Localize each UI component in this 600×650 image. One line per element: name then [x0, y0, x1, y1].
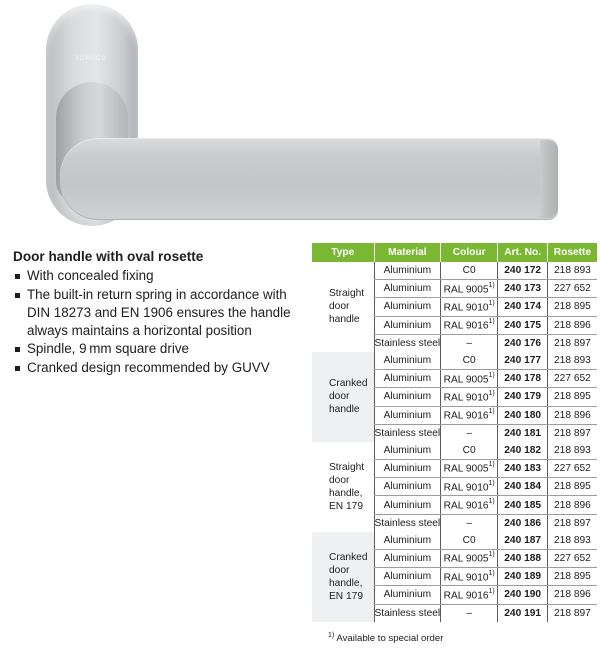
cell-rosette-text: 218 893 — [554, 534, 591, 546]
cell-art-no-text: 240 185 — [504, 499, 542, 511]
cell-art-no — [498, 334, 548, 352]
feature-text: With concealed fixing — [27, 268, 154, 284]
cell-art-no — [498, 352, 548, 370]
cell-material — [374, 388, 441, 406]
type-line: handle, — [329, 577, 363, 589]
cell-rosette-text: 218 893 — [554, 265, 591, 277]
cell-rosette — [548, 334, 597, 352]
cell-material-text: Aluminium — [383, 571, 432, 583]
cell-art-no-text: 240 186 — [504, 517, 542, 529]
bullet-icon — [15, 347, 20, 352]
cell-colour-text: RAL 9005 — [443, 373, 489, 385]
table-row — [312, 532, 597, 550]
brand-mark: SCHÜCO — [74, 56, 107, 62]
type-line: handle, — [329, 487, 363, 499]
cell-material-text: Aluminium — [383, 499, 432, 511]
type-line: door — [329, 564, 350, 576]
cell-material-text: Aluminium — [383, 463, 432, 475]
cell-rosette — [548, 352, 597, 370]
cell-material-text: Aluminium — [383, 319, 432, 331]
cell-colour-text: RAL 9016 — [443, 590, 489, 602]
footnote-ref: 1) — [488, 371, 495, 379]
cell-colour-text: RAL 9010 — [443, 571, 489, 583]
cell-art-no — [498, 388, 548, 406]
column-header-type: Type — [312, 243, 374, 262]
cell-colour-text: RAL 9005 — [443, 553, 489, 565]
cell-colour — [441, 370, 498, 388]
cell-colour — [441, 334, 498, 352]
cell-type — [312, 262, 374, 352]
cell-colour-text: RAL 9005 — [443, 283, 489, 295]
footnote-ref: 1) — [488, 587, 495, 595]
cell-rosette-text: 218 895 — [554, 571, 591, 583]
cell-colour-text: RAL 9010 — [443, 302, 489, 314]
cell-rosette — [548, 388, 597, 406]
cell-art-no — [498, 406, 548, 424]
footnote-ref: 1) — [488, 299, 495, 307]
cell-rosette-text: 227 652 — [554, 463, 591, 475]
cell-art-no-text: 240 178 — [504, 373, 542, 385]
handle-lever — [60, 138, 558, 220]
cell-art-no — [498, 298, 548, 316]
table-row — [312, 352, 597, 370]
handle-lever-tip — [540, 140, 558, 218]
cell-colour — [441, 496, 498, 514]
footnote-text: Available to special order — [336, 633, 444, 645]
footnote-marker: 1) — [328, 632, 335, 639]
cell-colour-text: – — [466, 337, 473, 349]
cell-art-no-text: 240 189 — [504, 571, 542, 583]
cell-colour-text: RAL 9016 — [443, 500, 489, 512]
product-title: Door handle with oval rosette — [13, 249, 204, 264]
cell-art-no — [498, 532, 548, 550]
cell-rosette-text: 218 895 — [554, 481, 591, 493]
cell-material — [374, 496, 441, 514]
cell-art-no-text: 240 187 — [504, 534, 542, 546]
cell-material-text: Aluminium — [383, 265, 432, 277]
cell-art-no-text: 240 190 — [504, 589, 542, 601]
cell-rosette-text: 227 652 — [554, 373, 591, 385]
cell-rosette — [548, 568, 597, 586]
cell-material — [374, 352, 441, 370]
footnote-ref: 1) — [488, 551, 495, 559]
type-line: Straight — [329, 288, 365, 300]
cell-rosette-text: 218 893 — [554, 444, 591, 456]
table-row — [312, 262, 597, 280]
bullet-icon — [15, 293, 20, 298]
cell-colour-text: RAL 9016 — [443, 320, 489, 332]
cell-colour — [441, 460, 498, 478]
cell-art-no — [498, 514, 548, 532]
cell-material-text: Aluminium — [383, 444, 432, 456]
cell-colour — [441, 406, 498, 424]
cell-rosette — [548, 442, 597, 460]
cell-rosette — [548, 478, 597, 496]
cell-rosette — [548, 316, 597, 334]
cell-art-no — [498, 496, 548, 514]
cell-type — [312, 532, 374, 622]
cell-rosette-text: 218 897 — [554, 517, 591, 529]
cell-material — [374, 406, 441, 424]
cell-material — [374, 532, 441, 550]
cell-colour-text: – — [466, 607, 473, 619]
cell-art-no — [498, 424, 548, 442]
cell-art-no — [498, 586, 548, 604]
cell-material-text: Aluminium — [383, 355, 432, 367]
cell-colour-text: C0 — [462, 265, 476, 277]
cell-rosette-text: 227 652 — [554, 553, 591, 565]
type-line: handle — [329, 404, 360, 416]
cell-colour — [441, 568, 498, 586]
cell-art-no — [498, 280, 548, 298]
cell-colour — [441, 298, 498, 316]
cell-rosette — [548, 550, 597, 568]
type-line: EN 179 — [329, 500, 363, 512]
cell-rosette-text: 218 896 — [554, 409, 591, 421]
cell-rosette-text: 218 896 — [554, 589, 591, 601]
cell-colour — [441, 478, 498, 496]
cell-rosette — [548, 370, 597, 388]
cell-material — [374, 478, 441, 496]
footnote-ref: 1) — [488, 281, 495, 289]
table-row — [312, 442, 597, 460]
cell-material-text: Aluminium — [383, 373, 432, 385]
feature-item — [13, 267, 313, 285]
cell-art-no-text: 240 181 — [504, 427, 542, 439]
cell-colour-text: C0 — [462, 534, 476, 546]
product-image — [0, 0, 600, 235]
cell-rosette — [548, 514, 597, 532]
table-group — [312, 352, 597, 442]
bullet-icon — [15, 274, 20, 279]
cell-rosette — [548, 496, 597, 514]
footnote-ref: 1) — [488, 389, 495, 397]
cell-art-no — [498, 442, 548, 460]
table-group — [312, 262, 597, 352]
type-line: EN 179 — [329, 590, 363, 602]
cell-rosette — [548, 262, 597, 280]
cell-material — [374, 586, 441, 604]
cell-art-no-text: 240 183 — [504, 463, 542, 475]
cell-rosette-text: 218 897 — [554, 337, 591, 349]
cell-colour — [441, 442, 498, 460]
cell-rosette — [548, 424, 597, 442]
cell-rosette-text: 227 652 — [554, 283, 591, 295]
type-line: Cranked — [329, 551, 368, 563]
cell-colour — [441, 424, 498, 442]
feature-text: Spindle, 9 mm square drive — [27, 341, 189, 357]
cell-material — [374, 442, 441, 460]
cell-material — [374, 568, 441, 586]
cell-colour-text: – — [466, 427, 473, 439]
type-line: door — [329, 474, 350, 486]
cell-art-no-text: 240 191 — [504, 607, 542, 619]
spec-table — [312, 243, 597, 622]
cell-material — [374, 280, 441, 298]
cell-material-text: Stainless steel — [374, 517, 441, 529]
cell-material-text: Aluminium — [383, 481, 432, 493]
cell-material-text: Stainless steel — [374, 427, 441, 439]
footnote-ref: 1) — [488, 479, 495, 487]
cell-colour — [441, 586, 498, 604]
cell-material-text: Aluminium — [383, 409, 432, 421]
cell-colour — [441, 352, 498, 370]
footnote-ref: 1) — [488, 461, 495, 469]
column-header-rosette: Rosette — [548, 243, 597, 262]
cell-rosette — [548, 280, 597, 298]
cell-colour-text: RAL 9010 — [443, 482, 489, 494]
cell-material — [374, 604, 441, 622]
cell-art-no — [498, 568, 548, 586]
cell-art-no-text: 240 184 — [504, 481, 542, 493]
cell-rosette-text: 218 897 — [554, 607, 591, 619]
cell-material-text: Aluminium — [383, 589, 432, 601]
cell-art-no-text: 240 177 — [504, 355, 542, 367]
table-header-row — [312, 243, 597, 262]
cell-art-no — [498, 604, 548, 622]
cell-art-no-text: 240 174 — [504, 301, 542, 313]
cell-colour — [441, 550, 498, 568]
feature-item — [13, 340, 313, 358]
cell-colour — [441, 604, 498, 622]
cell-material-text: Aluminium — [383, 534, 432, 546]
bullet-icon — [15, 366, 20, 371]
cell-rosette-text: 218 895 — [554, 301, 591, 313]
cell-art-no-text: 240 172 — [504, 265, 542, 277]
type-line: Cranked — [329, 378, 368, 390]
cell-art-no-text: 240 179 — [504, 391, 542, 403]
cell-rosette — [548, 406, 597, 424]
cell-art-no — [498, 460, 548, 478]
feature-list — [13, 267, 313, 377]
cell-rosette-text: 218 896 — [554, 319, 591, 331]
footnote — [328, 632, 443, 644]
cell-rosette-text: 218 897 — [554, 427, 591, 439]
cell-rosette — [548, 298, 597, 316]
cell-colour — [441, 262, 498, 280]
cell-art-no-text: 240 175 — [504, 319, 542, 331]
cell-material — [374, 334, 441, 352]
cell-art-no-text: 240 188 — [504, 553, 542, 565]
cell-material-text: Aluminium — [383, 283, 432, 295]
cell-material-text: Aluminium — [383, 301, 432, 313]
cell-art-no-text: 240 173 — [504, 283, 542, 295]
footnote-ref: 1) — [488, 407, 495, 415]
type-line: handle — [329, 314, 360, 326]
footnote-ref: 1) — [488, 569, 495, 577]
cell-art-no-text: 240 176 — [504, 337, 542, 349]
cell-art-no — [498, 478, 548, 496]
cell-colour — [441, 388, 498, 406]
cell-material-text: Aluminium — [383, 391, 432, 403]
cell-art-no — [498, 316, 548, 334]
cell-material — [374, 298, 441, 316]
cell-material — [374, 370, 441, 388]
type-line: Straight — [329, 461, 365, 473]
cell-rosette-text: 218 895 — [554, 391, 591, 403]
cell-art-no-text: 240 180 — [504, 409, 542, 421]
column-header-colour: Colour — [441, 243, 498, 262]
cell-material-text: Stainless steel — [374, 337, 441, 349]
feature-item — [13, 359, 313, 377]
cell-colour-text: C0 — [462, 444, 476, 456]
cell-material — [374, 550, 441, 568]
cell-colour — [441, 532, 498, 550]
cell-material — [374, 316, 441, 334]
cell-rosette — [548, 586, 597, 604]
product-description — [13, 248, 313, 377]
cell-colour-text: C0 — [462, 355, 476, 367]
column-header-art-no: Art. No. — [498, 243, 548, 262]
cell-colour-text: RAL 9010 — [443, 392, 489, 404]
cell-colour-text: RAL 9005 — [443, 463, 489, 475]
cell-colour-text: – — [466, 517, 473, 529]
cell-material — [374, 424, 441, 442]
table-group — [312, 532, 597, 622]
feature-text: The built-in return spring in accordance with DIN 18273 and EN 1906 ensures the handle always maintains a horizontal position — [27, 286, 291, 339]
cell-art-no-text: 240 182 — [504, 444, 542, 456]
cell-art-no — [498, 550, 548, 568]
cell-material-text: Aluminium — [383, 553, 432, 565]
footnote-ref: 1) — [488, 317, 495, 325]
cell-colour — [441, 316, 498, 334]
table-group — [312, 442, 597, 532]
cell-rosette — [548, 532, 597, 550]
cell-material — [374, 514, 441, 532]
feature-item — [13, 286, 313, 341]
column-header-material: Material — [374, 243, 441, 262]
footnote-ref: 1) — [488, 497, 495, 505]
type-line: door — [329, 391, 350, 403]
cell-colour-text: RAL 9016 — [443, 410, 489, 422]
cell-rosette-text: 218 893 — [554, 355, 591, 367]
cell-rosette — [548, 460, 597, 478]
cell-material-text: Stainless steel — [374, 607, 441, 619]
type-line: door — [329, 301, 350, 313]
cell-rosette — [548, 604, 597, 622]
cell-material — [374, 460, 441, 478]
cell-art-no — [498, 370, 548, 388]
cell-rosette-text: 218 896 — [554, 499, 591, 511]
cell-type — [312, 352, 374, 442]
cell-material — [374, 262, 441, 280]
cell-colour — [441, 514, 498, 532]
feature-text: Cranked design recommended by GUVV — [27, 359, 270, 375]
cell-art-no — [498, 262, 548, 280]
cell-colour — [441, 280, 498, 298]
cell-type — [312, 442, 374, 532]
